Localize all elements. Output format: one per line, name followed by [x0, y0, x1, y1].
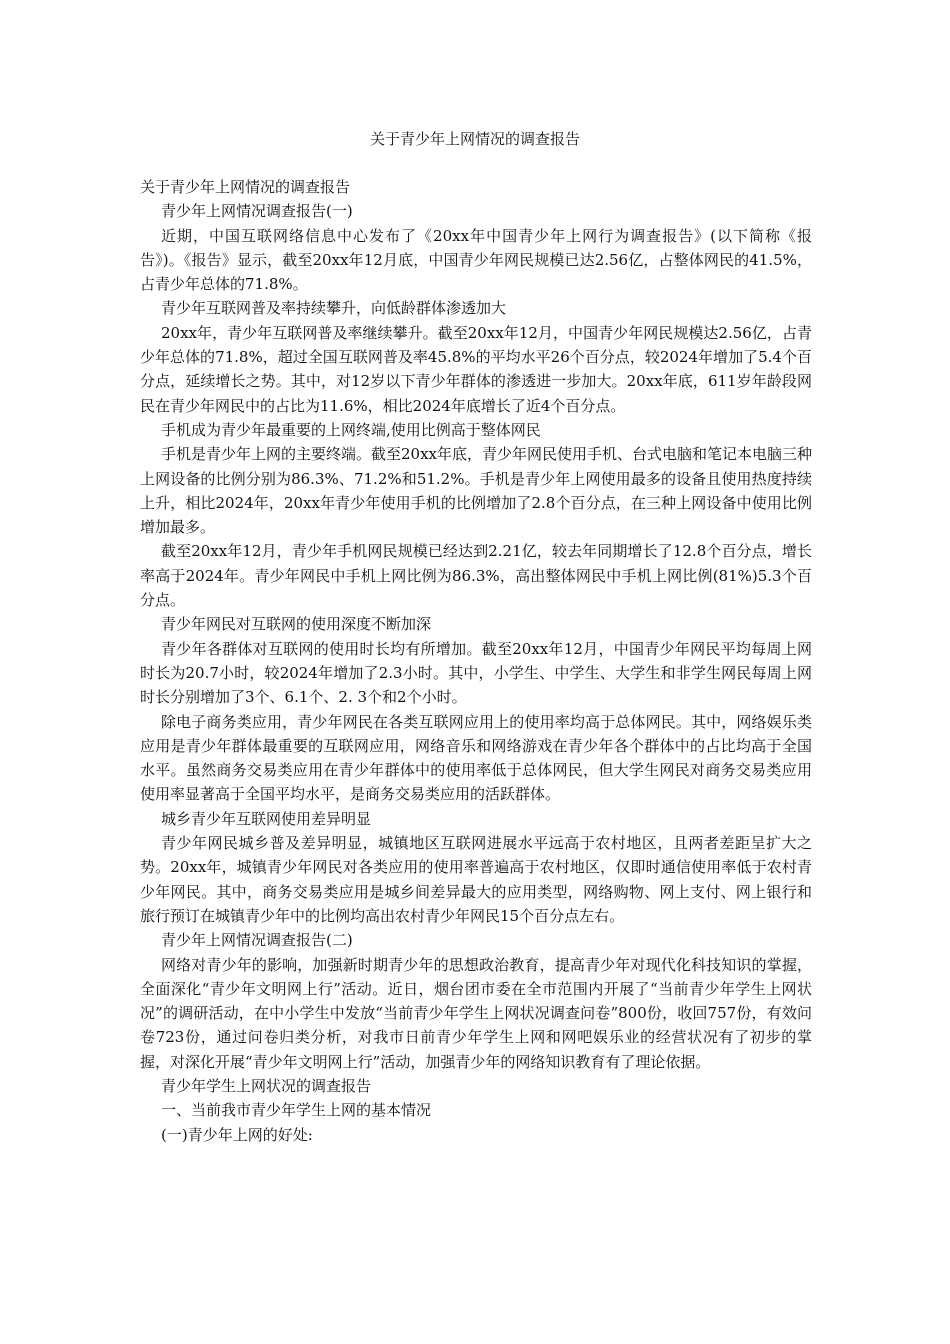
paragraph: 截至20xx年12月，青少年手机网民规模已经达到2.21亿，较去年同期增长了12.8个百分点，增长率高于2024年。青少年网民中手机上网比例为86.3%，高出整体网民中手机上网比例(81%)5.3个百分点。: [140, 542, 812, 610]
document-body: [140, 175, 812, 1147]
subheading-usage-depth: 青少年网民对互联网的使用深度不断加深: [161, 615, 432, 634]
subheading-benefits: (一)青少年上网的好处:: [161, 1125, 313, 1144]
paragraph: 近期，中国互联网络信息中心发布了《20xx年中国青少年上网行为调查报告》(以下简称《报告》)。《报告》显示，截至20xx年12月底，中国青少年网民规模已达2.56亿，占整体网民的41.5%，占青少年总体的71.8%。: [140, 226, 812, 294]
paragraph: 青少年各群体对互联网的使用时长均有所增加。截至20xx年12月，中国青少年网民平均每周上网时长为20.7小时，较2024年增加了2.3小时。其中，小学生、中学生、大学生和非学生网民每周上网时长分别增加了3个、6.1个、2. 3个和2个小时。: [140, 639, 812, 707]
paragraph: 网络对青少年的影响，加强新时期青少年的思想政治教育，提高青少年对现代化科技知识的掌握，全面深化“青少年文明网上行”活动。近日，烟台团市委在全市范围内开展了“当前青少年学生上网状况”的调研活动，在中小学生中发放“当前青少年学生上网状况调查问卷”800份，收回757份，有效问卷723份，通过问卷归类分析，对我市日前青少年学生上网和网吧娱乐业的经营状况有了初步的掌握，对深化开展“青少年文明网上行”活动，加强青少年的网络知识教育有了理论依据。: [140, 955, 812, 1071]
paragraph-heading: 关于青少年上网情况的调查报告: [140, 178, 351, 196]
subheading-urban-rural: 城乡青少年互联网使用差异明显: [161, 809, 372, 828]
section-heading-report-2: 青少年上网情况调查报告(二): [161, 931, 353, 950]
section-heading-report-1: 青少年上网情况调查报告(一): [161, 202, 353, 221]
subheading-student-survey: 青少年学生上网状况的调查报告: [161, 1076, 372, 1095]
paragraph: 手机是青少年上网的主要终端。截至20xx年底，青少年网民使用手机、台式电脑和笔记本电脑三种上网设备的比例分别为86.3%、71.2%和51.2%。手机是青少年上网使用最多的设备且使用热度持续上升，相比2024年，20xx年青少年使用手机的比例增加了2.8个百分点，在三种上网设备中使用比例增加最多。: [140, 445, 813, 537]
subheading-mobile: 手机成为青少年最重要的上网终端,使用比例高于整体网民: [161, 420, 541, 439]
paragraph: 青少年网民城乡普及差异明显，城镇地区互联网进展水平远高于农村地区，且两者差距呈扩大之势。20xx年，城镇青少年网民对各类应用的使用率普遍高于农村地区，仅即时通信使用率低于农村青少年网民。其中，商务交易类应用是城乡间差异最大的应用类型，网络购物、网上支付、网上银行和旅行预订在城镇青少年中的比例均高出农村青少年网民15个百分点左右。: [140, 834, 812, 925]
paragraph: 20xx年，青少年互联网普及率继续攀升。截至20xx年12月，中国青少年网民规模达2.56亿，占青少年总体的71.8%，超过全国互联网普及率45.8%的平均水平26个百分点，较2024年增加了5.4个百分点，延续增长之势。其中，对12岁以下青少年群体的渗透进一步加大。20xx年底，611岁年龄段网民在青少年网民中的占比为11.6%，相比2024年底增长了近4个百分点。: [140, 323, 812, 415]
subheading-basic-situation: 一、当前我市青少年学生上网的基本情况: [161, 1101, 432, 1120]
subheading-penetration: 青少年互联网普及率持续攀升，向低龄群体渗透加大: [161, 299, 507, 318]
page-title: 关于青少年上网情况的调查报告: [369, 130, 580, 148]
paragraph: 除电子商务类应用，青少年网民在各类互联网应用上的使用率均高于总体网民。其中，网络娱乐类应用是青少年群体最重要的互联网应用，网络音乐和网络游戏在青少年各个群体中的占比均高于全国水平。虽然商务交易类应用在青少年群体中的使用率低于总体网民，但大学生网民对商务交易类应用使用率显著高于全国平均水平，是商务交易类应用的活跃群体。: [140, 712, 812, 804]
